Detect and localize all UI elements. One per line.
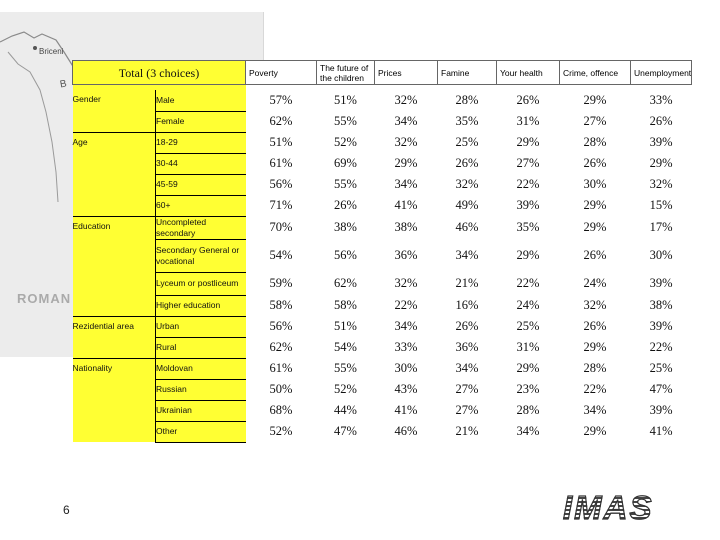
row-label: Rural [156,337,246,358]
column-header: Prices [375,61,438,85]
value-cell: 27% [438,400,497,421]
value-cell: 31% [497,337,560,358]
row-label: Moldovan [156,358,246,379]
value-cell: 38% [375,216,438,239]
row-label: 45-59 [156,174,246,195]
value-cell: 23% [497,379,560,400]
value-cell: 27% [438,379,497,400]
row-label: Higher education [156,295,246,316]
value-cell: 32% [375,272,438,295]
value-cell: 29% [497,132,560,153]
value-cell: 51% [317,316,375,337]
row-label: Other [156,421,246,442]
column-header: Crime, offence [560,61,631,85]
value-cell: 34% [375,111,438,132]
table-row [73,111,692,132]
value-cell: 27% [560,111,631,132]
value-cell: 52% [317,379,375,400]
map-letter: B [59,78,68,91]
table-row [73,400,692,421]
column-header: Famine [438,61,497,85]
value-cell: 39% [631,316,692,337]
map-country-label: ROMAN [17,291,72,306]
row-label: Female [156,111,246,132]
value-cell: 26% [631,111,692,132]
value-cell: 29% [560,421,631,442]
value-cell: 28% [497,400,560,421]
value-cell: 25% [631,358,692,379]
value-cell: 56% [317,239,375,272]
table-row [73,216,692,239]
table-row [73,316,692,337]
value-cell: 62% [246,111,317,132]
value-cell: 59% [246,272,317,295]
value-cell: 39% [497,195,560,216]
value-cell: 41% [375,195,438,216]
value-cell: 34% [438,239,497,272]
value-cell: 32% [631,174,692,195]
table-row [73,379,692,400]
header-row [73,61,692,85]
value-cell: 33% [631,90,692,111]
value-cell: 26% [497,90,560,111]
value-cell: 22% [560,379,631,400]
value-cell: 29% [497,239,560,272]
value-cell: 31% [497,111,560,132]
value-cell: 29% [560,216,631,239]
value-cell: 55% [317,111,375,132]
value-cell: 35% [497,216,560,239]
column-header: Your health [497,61,560,85]
value-cell: 39% [631,400,692,421]
value-cell: 47% [317,421,375,442]
value-cell: 58% [246,295,317,316]
imas-logo: IMAS [563,489,654,526]
table-row [73,421,692,442]
category-label: Age [73,132,156,216]
value-cell: 21% [438,421,497,442]
column-header: Poverty [246,61,317,85]
value-cell: 38% [317,216,375,239]
value-cell: 29% [497,358,560,379]
value-cell: 30% [631,239,692,272]
value-cell: 32% [560,295,631,316]
value-cell: 71% [246,195,317,216]
value-cell: 29% [560,90,631,111]
table-row [73,295,692,316]
value-cell: 39% [631,272,692,295]
value-cell: 41% [631,421,692,442]
value-cell: 34% [438,358,497,379]
row-label: 60+ [156,195,246,216]
table-row [73,239,692,272]
value-cell: 29% [631,153,692,174]
table-row [73,195,692,216]
value-cell: 50% [246,379,317,400]
value-cell: 24% [560,272,631,295]
value-cell: 29% [560,195,631,216]
value-cell: 28% [438,90,497,111]
table-row [73,272,692,295]
value-cell: 36% [375,239,438,272]
value-cell: 46% [375,421,438,442]
value-cell: 55% [317,358,375,379]
category-label: Gender [73,90,156,132]
value-cell: 56% [246,174,317,195]
value-cell: 32% [375,90,438,111]
table-row [73,132,692,153]
value-cell: 28% [560,132,631,153]
value-cell: 54% [317,337,375,358]
value-cell: 33% [375,337,438,358]
value-cell: 21% [438,272,497,295]
value-cell: 35% [438,111,497,132]
table-title: Total (3 choices) [73,61,246,85]
value-cell: 30% [560,174,631,195]
value-cell: 17% [631,216,692,239]
value-cell: 29% [560,337,631,358]
value-cell: 34% [497,421,560,442]
value-cell: 56% [246,316,317,337]
value-cell: 61% [246,358,317,379]
table-row [73,174,692,195]
column-header: The future of the children [317,61,375,85]
value-cell: 22% [375,295,438,316]
value-cell: 62% [317,272,375,295]
row-label: Uncompleted secondary [156,216,246,239]
value-cell: 39% [631,132,692,153]
value-cell: 68% [246,400,317,421]
value-cell: 49% [438,195,497,216]
row-label: Lyceum or postliceum [156,272,246,295]
value-cell: 43% [375,379,438,400]
value-cell: 25% [497,316,560,337]
row-label: Ukrainian [156,400,246,421]
value-cell: 26% [560,153,631,174]
value-cell: 38% [631,295,692,316]
value-cell: 24% [497,295,560,316]
value-cell: 25% [438,132,497,153]
value-cell: 29% [375,153,438,174]
value-cell: 52% [317,132,375,153]
value-cell: 26% [438,316,497,337]
map-city-label: Briceni [39,47,64,56]
category-label: Nationality [73,358,156,442]
value-cell: 16% [438,295,497,316]
value-cell: 58% [317,295,375,316]
row-label: Secondary General or vocational [156,239,246,272]
value-cell: 26% [438,153,497,174]
table-row [73,337,692,358]
value-cell: 69% [317,153,375,174]
value-cell: 55% [317,174,375,195]
value-cell: 70% [246,216,317,239]
table-row [73,90,692,111]
value-cell: 27% [497,153,560,174]
value-cell: 51% [246,132,317,153]
value-cell: 41% [375,400,438,421]
value-cell: 51% [317,90,375,111]
row-label: Urban [156,316,246,337]
table-row [73,358,692,379]
value-cell: 26% [317,195,375,216]
value-cell: 47% [631,379,692,400]
value-cell: 52% [246,421,317,442]
value-cell: 32% [438,174,497,195]
value-cell: 34% [375,316,438,337]
value-cell: 30% [375,358,438,379]
row-label: 30-44 [156,153,246,174]
value-cell: 22% [497,174,560,195]
value-cell: 44% [317,400,375,421]
table-row [73,153,692,174]
category-label: Rezidential area [73,316,156,358]
value-cell: 34% [375,174,438,195]
value-cell: 46% [438,216,497,239]
row-label: Russian [156,379,246,400]
value-cell: 62% [246,337,317,358]
value-cell: 36% [438,337,497,358]
survey-table [72,60,692,443]
column-header: Unemployment [631,61,692,85]
row-label: 18-29 [156,132,246,153]
value-cell: 22% [631,337,692,358]
value-cell: 54% [246,239,317,272]
row-label: Male [156,90,246,111]
value-cell: 15% [631,195,692,216]
value-cell: 26% [560,316,631,337]
value-cell: 61% [246,153,317,174]
value-cell: 34% [560,400,631,421]
value-cell: 32% [375,132,438,153]
value-cell: 22% [497,272,560,295]
value-cell: 26% [560,239,631,272]
value-cell: 28% [560,358,631,379]
page-number: 6 [63,503,70,517]
value-cell: 57% [246,90,317,111]
category-label: Education [73,216,156,316]
